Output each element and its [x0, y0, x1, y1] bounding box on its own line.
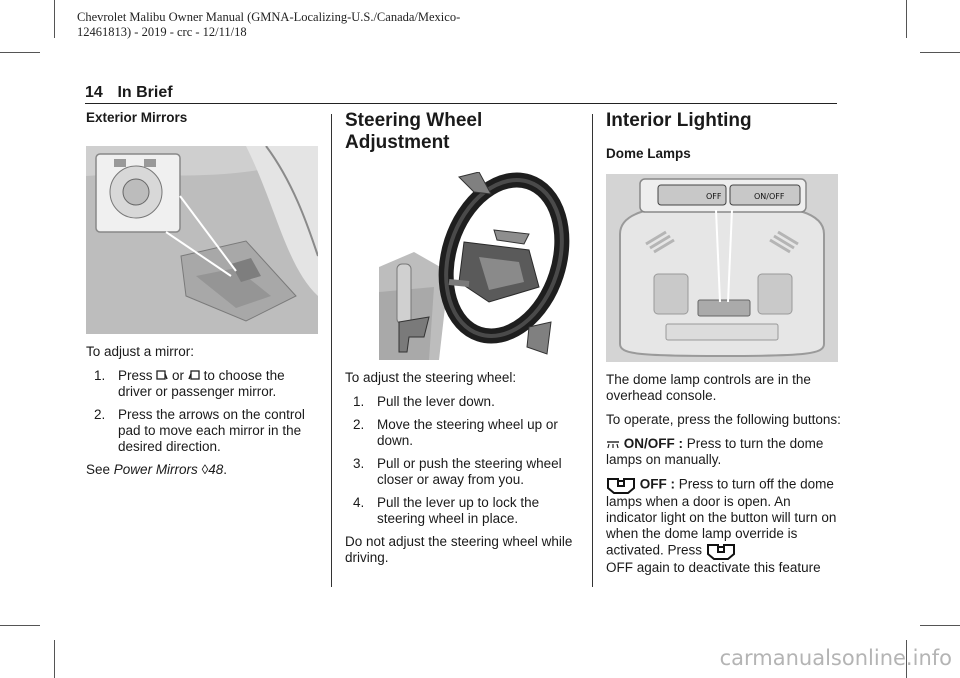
steering-steps [345, 394, 581, 527]
mirror-intro: To adjust a mirror: [86, 344, 195, 359]
door-lamp-off-icon [706, 542, 736, 560]
steering-intro: To adjust the steering wheel: [345, 370, 517, 385]
crop-mark [920, 52, 960, 53]
steering-step: 3. Pull or push the steering wheel closer or away from you. [353, 456, 562, 487]
mirror-control-figure [86, 146, 318, 334]
left-mirror-select-icon [156, 370, 168, 382]
door-lamp-off-icon [606, 476, 636, 494]
page-ref-icon: ◊ [201, 462, 209, 477]
off-text-continued: OFF again to deactivate this feature [606, 560, 821, 575]
onoff-label: ON/OFF : [623, 436, 684, 451]
interior-lighting-heading: Interior Lighting [606, 110, 752, 131]
off-text: Press to turn off the dome lamps when a door is open. An indicator light on the button will turn on when the dome lamp override is activated. Press [606, 476, 837, 558]
figure-onoff-label: ON/OFF [754, 192, 785, 201]
dome-off-description [606, 476, 844, 576]
mirror-steps [86, 368, 318, 455]
doc-header-line2: 12461813) - 2019 - crc - 12/11/18 [77, 25, 247, 39]
dome-lamp-icon [606, 439, 620, 449]
crop-mark [54, 640, 55, 678]
dome-lamp-instructions: To operate, press the following buttons: [606, 412, 841, 427]
dome-lamp-location: The dome lamp controls are in the overhead console. [606, 372, 811, 403]
steering-warning: Do not adjust the steering wheel while driving. [345, 534, 573, 565]
crop-mark [920, 625, 960, 626]
dome-onoff-description [606, 436, 844, 468]
figure-off-label: OFF [706, 192, 722, 201]
steering-step: 1. Pull the lever down. [353, 394, 495, 409]
watermark: carmanualsonline.info [719, 646, 952, 670]
steering-step: 4. Pull the lever up to lock the steering wheel in place. [353, 495, 540, 526]
mirror-step: 2. Press the arrows on the control pad to move each mirror in the desired direction. [94, 407, 305, 454]
steering-wheel-heading: Steering Wheel Adjustment [345, 110, 483, 153]
onoff-text: Press to turn the dome lamps on manually. [606, 436, 824, 467]
column-steering-wheel [345, 110, 581, 574]
doc-header-line1: Chevrolet Malibu Owner Manual (GMNA-Localizing-U.S./Canada/Mexico- [77, 10, 461, 24]
mirror-step1-or: or [172, 368, 185, 383]
mirror-step1-rest: to choose the driver or passenger mirror. [118, 368, 285, 399]
dome-lamps-heading: Dome Lamps [606, 146, 691, 161]
column-exterior-mirrors [86, 110, 318, 486]
section-title: In Brief [117, 84, 173, 101]
page-heading [85, 83, 837, 104]
mirror-step: 1. Press or to choose the driver or passenger mirror. [94, 368, 285, 399]
off-label: OFF : [639, 476, 676, 492]
right-mirror-select-icon [188, 370, 200, 382]
dome-lamp-console-figure [606, 174, 838, 362]
mirror-step1-press: Press [118, 368, 153, 383]
crop-mark [0, 625, 40, 626]
column-interior-lighting [606, 110, 844, 584]
column-divider [592, 114, 593, 587]
power-mirrors-link[interactable]: Power Mirrors [113, 462, 198, 477]
mirror-see-also: See Power Mirrors ◊48. [86, 462, 228, 477]
steering-wheel-figure [379, 172, 579, 360]
column-divider [331, 114, 332, 587]
crop-mark [0, 52, 40, 53]
power-mirrors-page[interactable]: 48 [208, 462, 224, 477]
document-header [77, 10, 597, 40]
exterior-mirrors-heading: Exterior Mirrors [86, 110, 188, 125]
page-number: 14 [85, 84, 103, 101]
crop-mark [906, 0, 907, 38]
steering-step: 2. Move the steering wheel up or down. [353, 417, 558, 448]
crop-mark [54, 0, 55, 38]
mirror-step2-text: Press the arrows on the control pad to move each mirror in the desired direction. [118, 407, 305, 454]
